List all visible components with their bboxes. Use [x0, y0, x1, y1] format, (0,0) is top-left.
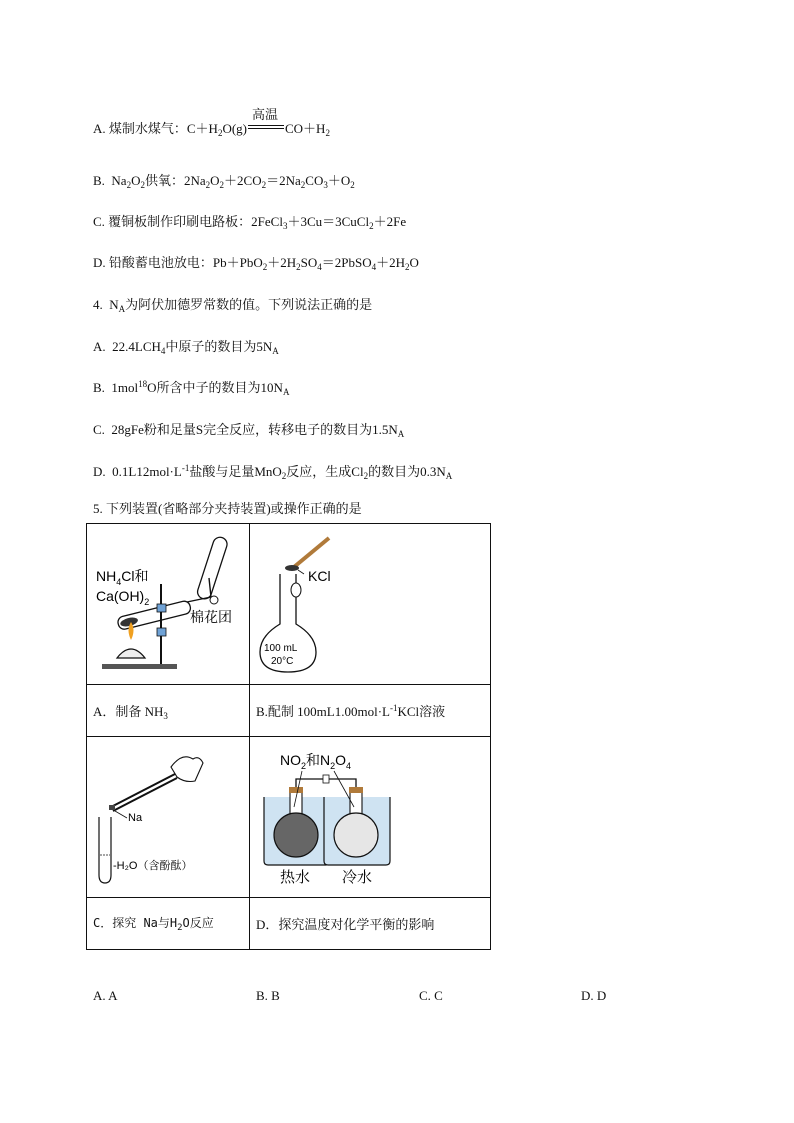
subscript: A — [445, 471, 453, 481]
caption-text: A．制备 NH — [93, 703, 164, 719]
caption-text: O反应 — [182, 916, 214, 930]
figure-a-ammonia-apparatus — [87, 524, 249, 680]
option-text: ＋O — [327, 173, 351, 188]
stem-text: N — [109, 297, 119, 312]
leader-line — [298, 570, 304, 574]
option-text: ＋3Cu＝3CuCl — [287, 214, 370, 229]
option-text: CO — [305, 173, 324, 188]
option-text: O — [409, 255, 419, 270]
caption-text: C．探究 Na与H — [93, 916, 178, 930]
superscript: -1 — [389, 703, 398, 713]
flask-stopper — [291, 583, 301, 597]
subscript: 4 — [317, 262, 322, 272]
subscript: 2 — [363, 471, 369, 481]
tube-clamp — [323, 775, 329, 783]
option-text: 覆铜板制作印刷电路板：2FeCl — [108, 214, 283, 229]
reagent-label-1: $NH_4Cl$和 — [96, 568, 149, 587]
q4-option-b — [93, 377, 289, 397]
subscript: 3 — [282, 221, 288, 231]
option-text: ＋2CO — [224, 173, 262, 188]
option-label: A. — [93, 121, 106, 136]
option-text: ＝2Na — [266, 173, 301, 188]
caption-text: KCl溶液 — [397, 704, 446, 719]
gas-label: $NO_2$和$N_2O_4$ — [280, 752, 352, 771]
option-label: D. — [93, 255, 106, 270]
caption-text: D．探究温度对化学平衡的影响 — [256, 917, 435, 932]
q4-option-c — [93, 419, 404, 439]
subscript: 2 — [296, 262, 301, 272]
reagent-label-2: $Ca(OH)_2$ — [96, 588, 150, 607]
option-label: C. — [93, 422, 105, 437]
answer-choice-c[interactable]: C. C — [419, 988, 443, 1003]
answer-choice-d[interactable]: D. D — [581, 988, 607, 1003]
caption-c — [87, 898, 250, 950]
figure-d-equilibrium-flasks — [250, 737, 490, 893]
option-text: 0.1L12mol·L — [112, 464, 182, 479]
option-text: O — [210, 173, 220, 188]
q3-option-c — [93, 211, 406, 231]
cotton-label: 棉花团 — [190, 609, 232, 625]
option-text: 中原子的数目为5N — [165, 339, 273, 354]
subscript: 3 — [163, 710, 168, 721]
subscript: 2 — [262, 262, 268, 272]
caption-a — [87, 685, 250, 737]
option-text: 反应，生成Cl — [286, 464, 364, 479]
test-tube — [99, 817, 111, 883]
tweezers-lower — [113, 778, 177, 811]
subscript: 2 — [140, 180, 145, 190]
figure-c-sodium-water — [87, 737, 249, 893]
subscript: 4 — [371, 262, 377, 272]
stem-text: 为阿伏加德罗常数的值。下列说法正确的是 — [125, 297, 373, 312]
subscript: 2 — [219, 180, 225, 190]
option-text: 供氧：2Na — [144, 173, 206, 188]
subscript: 2 — [369, 221, 374, 231]
flask-temp-label: 20°C — [271, 656, 294, 667]
clamp-upper — [157, 604, 166, 612]
caption-d — [250, 898, 491, 950]
question-number: 4. — [93, 297, 103, 312]
equation-bar — [248, 125, 284, 129]
figure-b-cell — [250, 524, 491, 685]
kcl-label: KCl — [308, 568, 331, 584]
option-text: 铅酸蓄电池放电：Pb＋PbO — [108, 255, 263, 270]
option-label: A. — [93, 339, 106, 354]
subscript: 2 — [350, 180, 355, 190]
water-label: -H₂O（含酚酞） — [113, 860, 193, 872]
subscript: A — [282, 387, 290, 397]
left-stopper — [289, 787, 303, 793]
cold-water-label: 冷水 — [342, 869, 373, 886]
left-flask-dark-gas — [274, 813, 318, 857]
option-text: CO＋H — [285, 121, 326, 136]
option-text: O — [131, 173, 141, 188]
figure-d-cell — [250, 737, 491, 898]
subscript: 4 — [160, 346, 166, 356]
subscript: 2 — [261, 180, 267, 190]
option-text: 煤制水煤气：C＋H — [108, 121, 218, 136]
subscript: A — [118, 304, 126, 314]
sodium-piece — [109, 805, 115, 810]
q3-option-a — [93, 107, 330, 138]
superscript: 18 — [138, 379, 148, 389]
caption-b — [250, 685, 491, 737]
option-label: D. — [93, 464, 106, 479]
answer-choice-b[interactable]: B. B — [256, 988, 280, 1003]
condition-label: 高温 — [251, 107, 278, 122]
option-text: Na — [111, 173, 127, 188]
option-label: B. — [93, 380, 105, 395]
caption-text: B.配制 100mL1.00mol·L — [256, 704, 390, 719]
option-text: SO — [300, 255, 318, 270]
sodium-label: Na — [128, 812, 143, 824]
option-text: O所含中子的数目为10N — [147, 380, 283, 395]
subscript: 3 — [323, 180, 328, 190]
cotton-plug — [210, 596, 218, 604]
reaction-test-tube — [117, 600, 192, 631]
subscript: 2 — [126, 180, 132, 190]
subscript: 2 — [177, 923, 183, 933]
subscript: A — [272, 346, 279, 356]
clamp-lower — [157, 628, 166, 636]
alcohol-lamp — [117, 649, 145, 658]
high-temp-condition — [247, 107, 285, 137]
leader-line — [115, 811, 127, 818]
flask-volume-label: 100 mL — [264, 643, 298, 654]
option-text: 的数目为0.3N — [368, 464, 446, 479]
answer-choice-a[interactable]: A. A — [93, 988, 118, 1003]
hot-water-label: 热水 — [280, 869, 311, 886]
option-text: 1mol — [111, 380, 139, 395]
subscript: 2 — [217, 128, 223, 138]
q4-stem — [93, 294, 372, 314]
figure-b-volumetric-flask — [250, 524, 490, 680]
figure-c-cell — [87, 737, 250, 898]
option-label: B. — [93, 173, 105, 188]
subscript: 2 — [325, 128, 330, 138]
subscript: 2 — [281, 471, 287, 481]
option-text: ＋2Fe — [373, 214, 407, 229]
option-label: C. — [93, 214, 105, 229]
kcl-solid — [285, 565, 299, 571]
option-text: 22.4LCH — [112, 339, 161, 354]
apparatus-table — [86, 523, 491, 950]
tweezers-upper — [111, 774, 175, 807]
subscript: A — [397, 429, 405, 439]
q3-option-d — [93, 252, 419, 272]
option-text: 盐酸与足量MnO — [189, 464, 282, 479]
subscript: 2 — [405, 262, 410, 272]
spatula — [294, 538, 329, 567]
figure-a-cell — [87, 524, 250, 685]
q3-option-b — [93, 170, 355, 190]
q5-stem: 5. 下列装置(省略部分夹持装置)或操作正确的是 — [93, 501, 362, 516]
option-text: 28gFe粉和足量S完全反应，转移电子的数目为1.5N — [111, 422, 398, 437]
subscript: 2 — [205, 180, 211, 190]
collection-tube — [196, 535, 229, 600]
option-text: ＝2PbSO — [321, 255, 372, 270]
right-flask-light-gas — [334, 813, 378, 857]
q4-option-d — [93, 461, 452, 481]
subscript: 2 — [300, 180, 306, 190]
superscript: -1 — [181, 463, 190, 473]
q4-option-a — [93, 336, 279, 356]
stand-base — [102, 664, 177, 669]
option-text: O(g) — [222, 121, 247, 136]
right-stopper — [349, 787, 363, 793]
option-text: ＋2H — [376, 255, 406, 270]
option-text: ＋2H — [267, 255, 297, 270]
